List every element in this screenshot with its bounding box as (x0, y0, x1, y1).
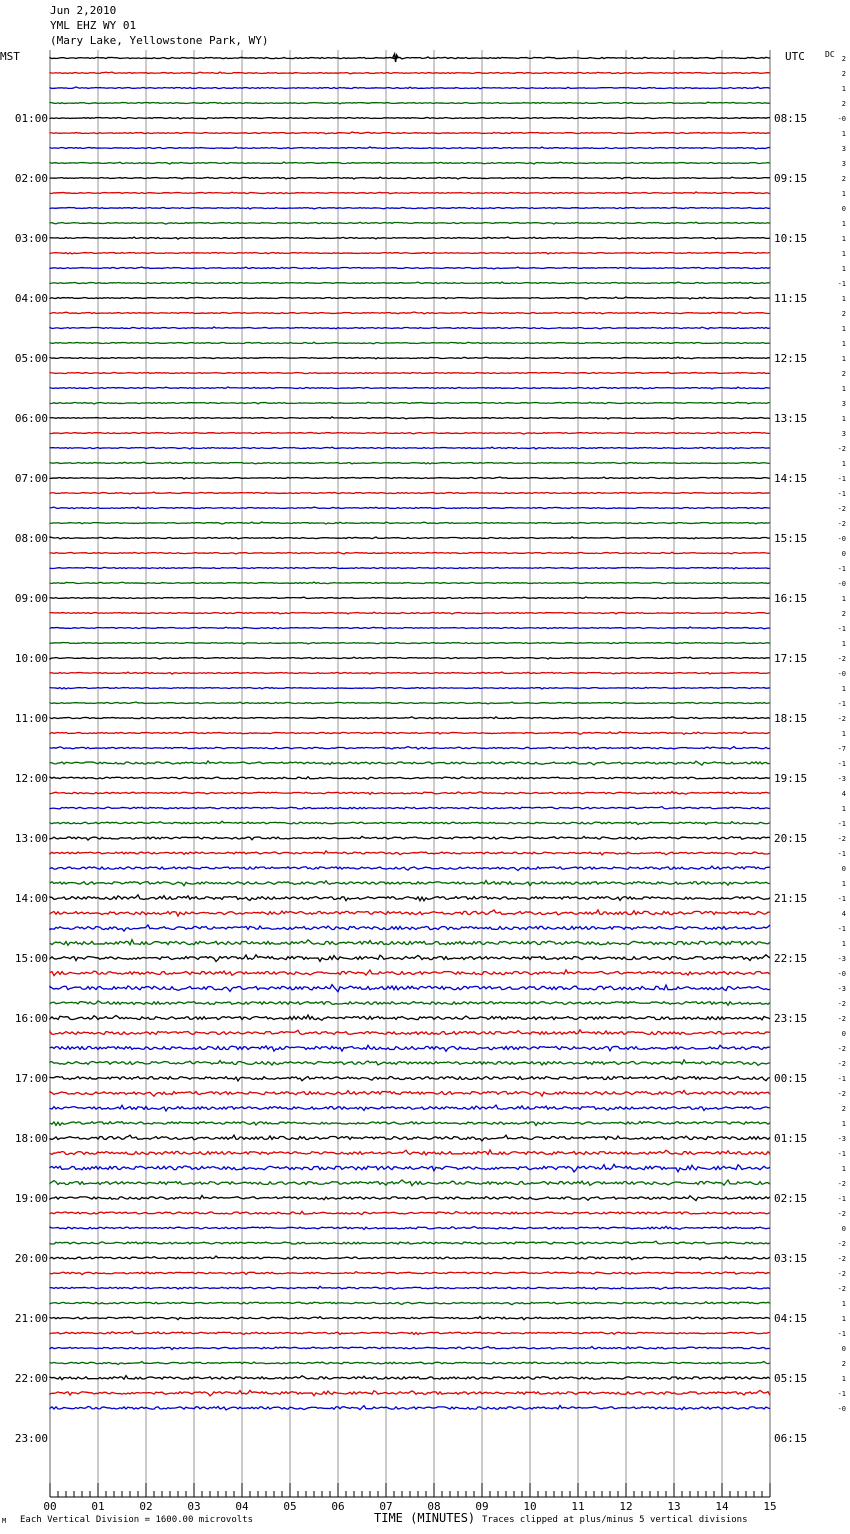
seismic-trace (50, 1164, 770, 1172)
dc-offset-label: -2 (837, 1015, 846, 1023)
dc-offset-label: -0 (837, 580, 846, 588)
seismic-trace (50, 1045, 770, 1051)
hour-label-mst: 03:00 (14, 232, 48, 245)
x-axis-title: TIME (MINUTES) (374, 1511, 476, 1525)
seismic-trace (50, 1405, 770, 1409)
seismic-trace (50, 851, 770, 855)
seismic-trace (50, 477, 770, 479)
dc-offset-label: -3 (837, 985, 846, 993)
dc-offset-label: 0 (841, 550, 846, 558)
seismic-trace (50, 447, 770, 449)
dc-offset-label: 1 (841, 805, 846, 813)
seismic-trace (50, 177, 770, 179)
dc-offset-label: 1 (841, 730, 846, 738)
seismic-trace (50, 552, 770, 554)
seismic-trace (50, 417, 770, 419)
dc-offset-label: -1 (837, 1330, 846, 1338)
hour-label-utc: 21:15 (774, 892, 808, 905)
seismic-trace (50, 881, 770, 886)
dc-offset-label: -0 (837, 970, 846, 978)
seismic-trace (50, 672, 770, 674)
hour-label-mst: 23:00 (14, 1432, 48, 1445)
seismic-trace (50, 567, 770, 569)
dc-offset-label: -2 (837, 505, 846, 513)
dc-offset-label: 1 (841, 220, 846, 228)
seismic-trace (50, 717, 770, 719)
seismic-trace (50, 687, 770, 689)
seismic-trace (50, 910, 770, 916)
hour-label-mst: 20:00 (14, 1252, 48, 1265)
dc-offset-label: -2 (837, 1045, 846, 1053)
seismic-trace (50, 282, 770, 284)
hour-label-mst: 12:00 (14, 772, 48, 785)
seismic-trace (50, 1195, 770, 1200)
seismic-trace (50, 627, 770, 629)
seismic-trace (50, 132, 770, 134)
seismic-trace (50, 821, 770, 824)
seismic-trace (50, 940, 770, 946)
seismic-trace (50, 657, 770, 659)
hour-label-utc: 14:15 (774, 472, 808, 485)
hour-label-mst: 21:00 (14, 1312, 48, 1325)
hour-label-utc: 05:15 (774, 1372, 808, 1385)
x-tick-label: 13 (667, 1500, 681, 1513)
seismic-trace (50, 1272, 770, 1275)
hour-label-mst: 04:00 (14, 292, 48, 305)
x-tick-label: 05 (283, 1500, 297, 1513)
seismic-trace (50, 1105, 770, 1111)
seismic-trace (50, 208, 770, 209)
seismic-trace (50, 147, 770, 149)
dc-offset-label: -1 (837, 1075, 846, 1083)
dc-offset-label: -2 (837, 835, 846, 843)
dc-offset-label: -1 (837, 1150, 846, 1158)
seismic-trace (50, 492, 770, 494)
seismic-trace (50, 57, 770, 59)
hour-label-utc: 15:15 (774, 532, 808, 545)
seismic-trace (50, 402, 770, 404)
dc-offset-label: 0 (841, 205, 846, 213)
dc-offset-label: -2 (837, 1000, 846, 1008)
dc-offset-label: -7 (837, 745, 846, 753)
vertical-division-note: Each Vertical Division = 1600.00 microvolts (20, 1515, 253, 1525)
seismic-trace (50, 192, 770, 194)
station-code: YML EHZ WY 01 (50, 19, 137, 32)
dc-offset-label: 1 (841, 1120, 846, 1128)
dc-offset-label: -2 (837, 1210, 846, 1218)
x-tick-label: 15 (763, 1500, 777, 1513)
dc-offset-label: 0 (841, 1225, 846, 1233)
seismic-trace (50, 327, 770, 329)
hour-label-mst: 19:00 (14, 1192, 48, 1205)
dc-offset-label: -2 (837, 1060, 846, 1068)
hour-label-utc: 06:15 (774, 1432, 808, 1445)
hour-label-utc: 23:15 (774, 1012, 808, 1025)
hour-label-mst: 10:00 (14, 652, 48, 665)
seismic-trace (50, 582, 770, 584)
dc-offset-label: 2 (841, 1105, 846, 1113)
seismic-trace (50, 1030, 770, 1035)
dc-offset-label: -1 (837, 895, 846, 903)
seismic-trace (50, 1376, 770, 1380)
hour-label-utc: 04:15 (774, 1312, 808, 1325)
hour-label-utc: 20:15 (774, 832, 808, 845)
dc-offset-label: -1 (837, 925, 846, 933)
dc-offset-label: -2 (837, 1255, 846, 1263)
seismic-trace (50, 807, 770, 809)
dc-label: DC (825, 50, 835, 59)
x-tick-label: 11 (571, 1500, 585, 1513)
x-tick-label: 01 (91, 1500, 105, 1513)
hour-label-mst: 18:00 (14, 1132, 48, 1145)
dc-offset-label: -1 (837, 1195, 846, 1203)
seismic-trace (50, 925, 770, 931)
seismic-trace (50, 643, 770, 644)
hour-label-utc: 16:15 (774, 592, 808, 605)
seismic-trace (50, 702, 770, 704)
dc-offset-label: -2 (837, 1270, 846, 1278)
hour-label-utc: 08:15 (774, 112, 808, 125)
dc-offset-label: 3 (841, 430, 846, 438)
dc-offset-label: 1 (841, 265, 846, 273)
hour-label-mst: 16:00 (14, 1012, 48, 1025)
station-location: (Mary Lake, Yellowstone Park, WY) (50, 34, 269, 47)
hour-label-utc: 18:15 (774, 712, 808, 725)
seismic-trace (50, 1121, 770, 1125)
dc-offset-label: 4 (841, 910, 846, 918)
seismic-trace (50, 372, 770, 373)
seismic-trace (50, 1331, 770, 1334)
dc-offset-label: 1 (841, 415, 846, 423)
seismic-trace (50, 537, 770, 539)
seismic-trace (50, 1361, 770, 1364)
hour-label-utc: 13:15 (774, 412, 808, 425)
dc-offset-label: 1 (841, 235, 846, 243)
dc-offset-label: -1 (837, 565, 846, 573)
dc-offset-label: 1 (841, 340, 846, 348)
seismic-trace (50, 1286, 770, 1289)
dc-offset-label: -1 (837, 490, 846, 498)
clipping-note: Traces clipped at plus/minus 5 vertical divisions (482, 1515, 748, 1525)
dc-offset-label: 2 (841, 100, 846, 108)
seismic-trace (50, 1077, 770, 1081)
dc-offset-label: 2 (841, 610, 846, 618)
seismic-trace (50, 1060, 770, 1066)
dc-offset-label: -2 (837, 715, 846, 723)
x-tick-label: 03 (187, 1500, 201, 1513)
x-tick-label: 00 (43, 1500, 57, 1513)
seismic-trace (50, 237, 770, 239)
seismic-trace (50, 1316, 770, 1319)
hour-label-utc: 12:15 (774, 352, 808, 365)
dc-offset-label: 1 (841, 460, 846, 468)
hour-label-mst: 11:00 (14, 712, 48, 725)
seismic-trace (50, 777, 770, 779)
seismic-trace (50, 970, 770, 976)
seismic-trace (50, 507, 770, 509)
dc-offset-label: 1 (841, 1375, 846, 1383)
x-tick-label: 06 (331, 1500, 345, 1513)
hour-label-utc: 17:15 (774, 652, 808, 665)
hour-label-mst: 17:00 (14, 1072, 48, 1085)
dc-offset-label: -1 (837, 475, 846, 483)
seismic-trace (50, 72, 770, 74)
seismic-trace (50, 792, 770, 795)
x-tick-label: 10 (523, 1500, 537, 1513)
seismic-trace (50, 1390, 770, 1395)
seismic-trace (50, 432, 770, 434)
dc-offset-label: 0 (841, 865, 846, 873)
dc-offset-label: 1 (841, 1165, 846, 1173)
dc-offset-label: 2 (841, 55, 846, 63)
seismic-trace (50, 761, 770, 765)
x-tick-label: 14 (715, 1500, 729, 1513)
seismic-trace (50, 1150, 770, 1155)
seismic-trace (50, 222, 770, 224)
dc-offset-label: -2 (837, 1240, 846, 1248)
right-timezone-label: UTC (785, 50, 805, 63)
dc-offset-label: -3 (837, 775, 846, 783)
seismic-trace (50, 866, 770, 870)
seismic-trace (50, 342, 770, 344)
hour-label-utc: 11:15 (774, 292, 808, 305)
plot-date: Jun 2,2010 (50, 4, 117, 17)
seismic-trace (50, 162, 770, 164)
hour-label-mst: 22:00 (14, 1372, 48, 1385)
dc-offset-label: -0 (837, 670, 846, 678)
dc-offset-label: 1 (841, 295, 846, 303)
dc-offset-label: 1 (841, 355, 846, 363)
hour-label-utc: 10:15 (774, 232, 808, 245)
x-tick-label: 02 (139, 1500, 153, 1513)
dc-offset-label: -0 (837, 1405, 846, 1413)
seismic-trace (50, 252, 770, 254)
seismic-trace (50, 267, 770, 269)
hour-label-mst: 08:00 (14, 532, 48, 545)
dc-offset-label: 1 (841, 1300, 846, 1308)
hour-label-utc: 22:15 (774, 952, 808, 965)
dc-offset-label: -0 (837, 535, 846, 543)
dc-offset-label: 1 (841, 385, 846, 393)
seismic-trace (50, 836, 770, 840)
seismic-trace (50, 955, 770, 962)
seismic-trace (50, 1226, 770, 1229)
hour-label-mst: 06:00 (14, 412, 48, 425)
dc-offset-label: 1 (841, 1315, 846, 1323)
dc-offset-label: 3 (841, 145, 846, 153)
dc-offset-label: -2 (837, 1285, 846, 1293)
dc-offset-label: 3 (841, 160, 846, 168)
hour-label-mst: 09:00 (14, 592, 48, 605)
seismic-trace (50, 1346, 770, 1349)
hour-label-utc: 02:15 (774, 1192, 808, 1205)
seismic-trace (50, 1090, 770, 1096)
seismic-trace (50, 387, 770, 389)
dc-offset-label: -0 (837, 115, 846, 123)
dc-offset-label: 1 (841, 640, 846, 648)
hour-label-utc: 03:15 (774, 1252, 808, 1265)
seismic-trace (50, 118, 770, 119)
dc-offset-label: 1 (841, 85, 846, 93)
dc-offset-label: 0 (841, 1345, 846, 1353)
hour-label-mst: 14:00 (14, 892, 48, 905)
dc-offset-label: -2 (837, 445, 846, 453)
hour-label-mst: 01:00 (14, 112, 48, 125)
dc-offset-label: 2 (841, 70, 846, 78)
seismic-trace (50, 357, 770, 359)
dc-offset-label: -1 (837, 700, 846, 708)
dc-offset-label: -1 (837, 1390, 846, 1398)
dc-offset-label: -1 (837, 850, 846, 858)
hour-label-utc: 00:15 (774, 1072, 808, 1085)
dc-offset-label: 2 (841, 1360, 846, 1368)
hour-label-mst: 07:00 (14, 472, 48, 485)
seismic-trace (50, 597, 770, 599)
seismic-trace (50, 87, 770, 89)
dc-offset-label: 3 (841, 400, 846, 408)
dc-offset-label: -2 (837, 1090, 846, 1098)
seismic-trace (50, 312, 770, 314)
dc-offset-label: -2 (837, 1180, 846, 1188)
seismic-trace (50, 1135, 770, 1141)
hour-label-utc: 19:15 (774, 772, 808, 785)
dc-offset-label: -1 (837, 820, 846, 828)
dc-offset-label: 1 (841, 130, 846, 138)
hour-label-utc: 01:15 (774, 1132, 808, 1145)
dc-offset-label: 4 (841, 790, 846, 798)
x-tick-label: 04 (235, 1500, 249, 1513)
dc-offset-label: 1 (841, 940, 846, 948)
dc-offset-label: 2 (841, 370, 846, 378)
hour-label-utc: 09:15 (774, 172, 808, 185)
hour-label-mst: 13:00 (14, 832, 48, 845)
seismic-trace (50, 612, 770, 614)
dc-offset-label: 1 (841, 595, 846, 603)
dc-offset-label: -3 (837, 955, 846, 963)
dc-offset-label: -1 (837, 760, 846, 768)
seismic-trace (50, 1302, 770, 1305)
x-tick-label: 09 (475, 1500, 489, 1513)
dc-offset-label: -1 (837, 625, 846, 633)
dc-offset-label: -2 (837, 655, 846, 663)
seismic-trace (50, 1001, 770, 1005)
dc-offset-label: 2 (841, 310, 846, 318)
hour-label-mst: 15:00 (14, 952, 48, 965)
seismic-trace (50, 1211, 770, 1214)
dc-offset-label: 1 (841, 190, 846, 198)
dc-offset-label: -2 (837, 520, 846, 528)
dc-offset-label: 1 (841, 250, 846, 258)
seismic-trace (50, 102, 770, 104)
seismic-trace (50, 297, 770, 299)
seismic-trace (50, 985, 770, 992)
dc-offset-label: 2 (841, 175, 846, 183)
seismic-trace (50, 747, 770, 750)
x-tick-label: 08 (427, 1500, 441, 1513)
hour-label-mst: 05:00 (14, 352, 48, 365)
hour-label-mst: 02:00 (14, 172, 48, 185)
seismic-trace (50, 895, 770, 901)
dc-offset-label: 1 (841, 325, 846, 333)
seismic-trace (50, 1256, 770, 1260)
seismic-trace (50, 1180, 770, 1186)
x-tick-label: 07 (379, 1500, 393, 1513)
seismic-trace (50, 1015, 770, 1020)
seismic-trace (50, 1241, 770, 1244)
seismic-trace (50, 462, 770, 464)
dc-offset-label: 0 (841, 1030, 846, 1038)
corner-mark: M (2, 1517, 7, 1525)
dc-offset-label: -3 (837, 1135, 846, 1143)
seismic-trace (50, 732, 770, 735)
seismic-trace (50, 522, 770, 524)
left-timezone-label: MST (0, 50, 20, 63)
dc-offset-label: -1 (837, 280, 846, 288)
x-tick-label: 12 (619, 1500, 633, 1513)
dc-offset-label: 1 (841, 685, 846, 693)
dc-offset-label: 1 (841, 880, 846, 888)
